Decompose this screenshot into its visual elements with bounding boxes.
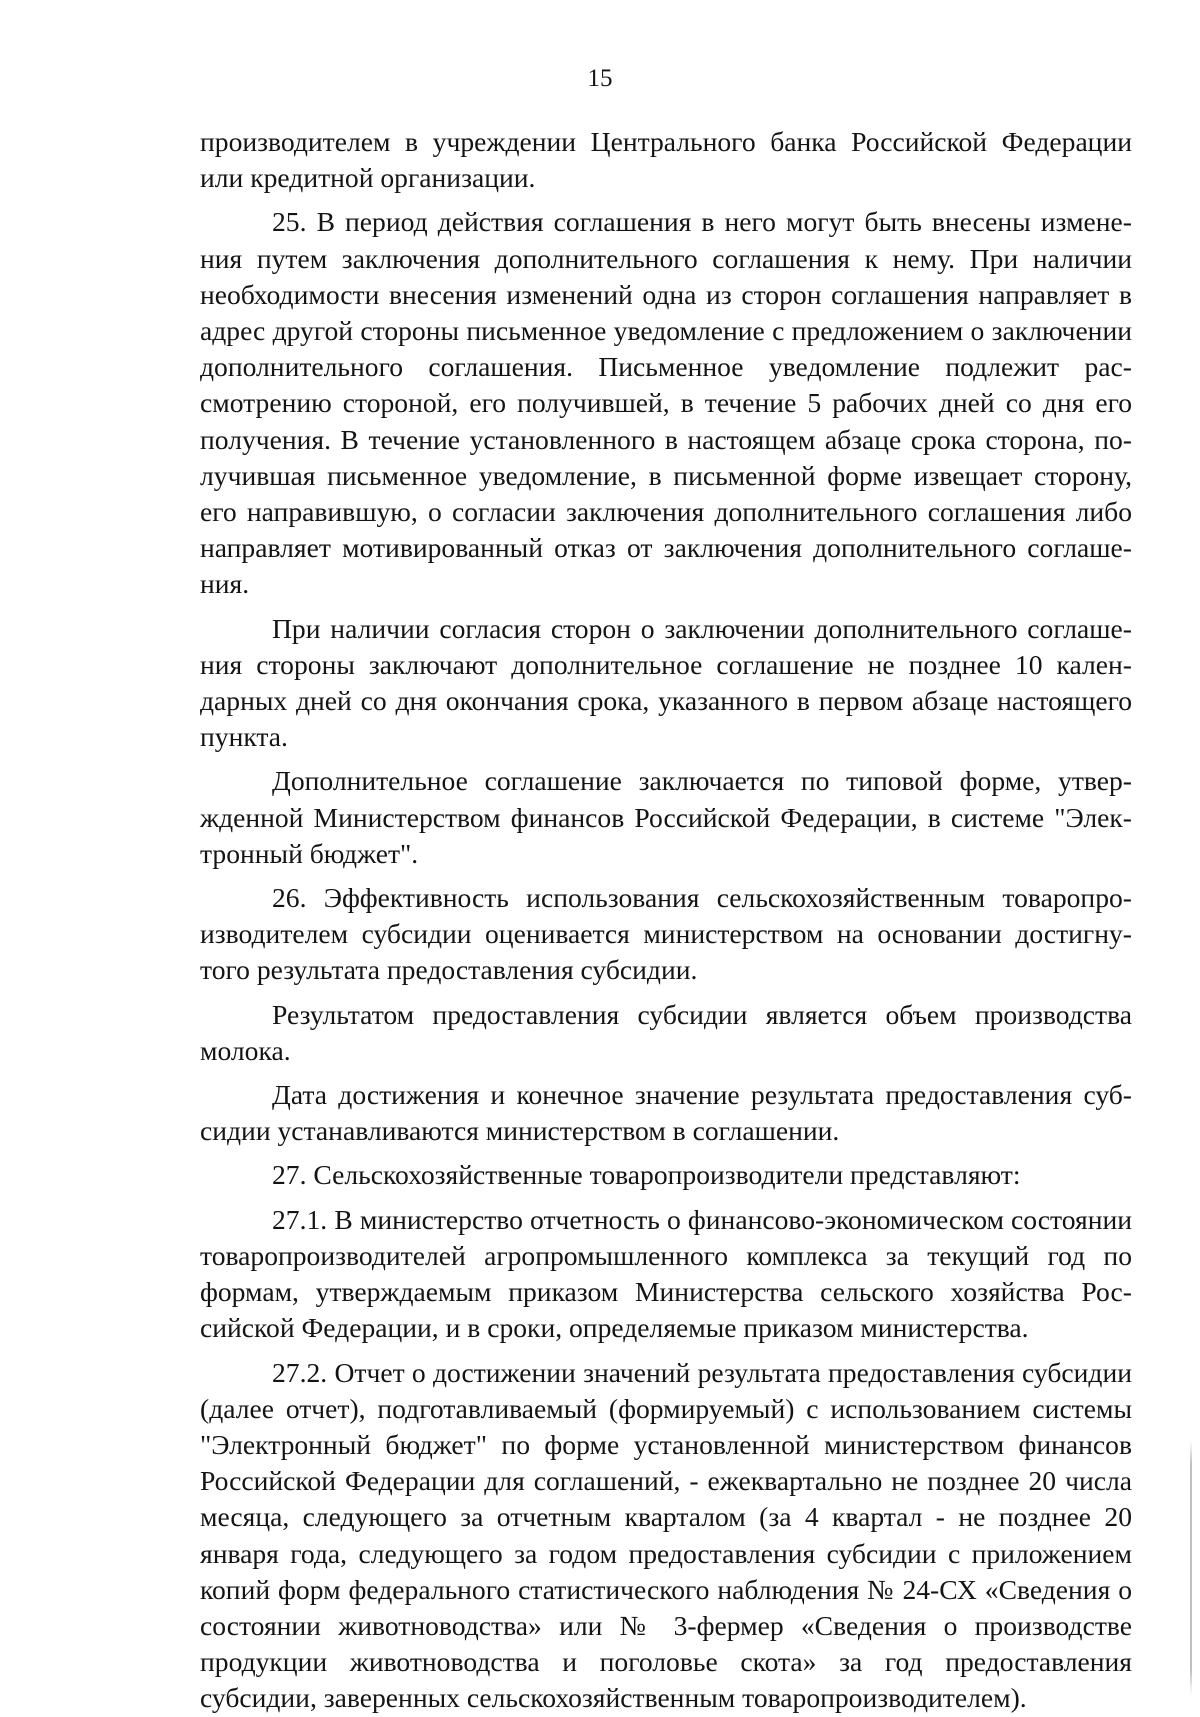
paragraph-27-2: 27.2. Отчет о достижении значений результата предоставления субсидии (далее отчет), подготавливаемый (формируемый) с использованием системы "Электронный бюджет" по форме установленной министерством финансов Российской Федерации для соглашений, - ежеквартально не позднее 20 числа месяца, следующего за отчетным кварталом (за 4 квартал - не позднее 20 января года, следующего за годом предоставления субсидии с приложением копий форм федерального статистического наблюдения № 24-СХ «Сведения о состоянии животноводства» или № 3-фермер «Сведения о производстве продукции животноводства и поголовье скота» за год предоставления субсидии, заверенных сельскохозяйственным товаропроизводителем). — [200, 1356, 1132, 1714]
paragraph-25: 25. В период действия соглашения в него могут быть внесены изменения путем заключения дополнительного соглашения к нему. При наличии необходимости внесения изменений одна из сторон соглашения направляет в адрес другой стороны письменное уведомление с предложением о заключении дополнительного соглашения. Письменное уведомление подлежит рассмотрению стороной, его получившей, в течение 5 рабочих дней со дня его получения. В течение установленного в настоящем абзаце срока сторона, получившая письменное уведомление, в письменной форме извещает сторону, его направившую, о согласии заключения дополнительного соглашения либо направляет мотивированный отказ от заключения дополнительного соглашения. — [200, 206, 1132, 600]
page-number: 15 — [587, 65, 613, 92]
paragraph-26-date: Дата достижения и конечное значение результата предоставления субсидии устанавливаются министерством в соглашении. — [200, 1079, 1132, 1147]
paragraph-27-1: 27.1. В министерство отчетность о финансово-экономическом состоянии товаропроизводителей агропромышленного комплекса за текущий год по формам, утверждаемым приказом Министерства сельского хозяйства Российской Федерации, и в сроки, определяемые приказом министерства. — [200, 1203, 1132, 1344]
document-body — [200, 124, 1132, 1717]
paragraph-25-standard-form: Дополнительное соглашение заключается по типовой форме, утвержденной Министерством финансов Российской Федерации, в системе "Электронный бюджет". — [200, 765, 1132, 869]
scan-edge-line — [1190, 1440, 1192, 1695]
paragraph-continuation: производителем в учреждении Центрального банка Российской Федерации или кредитной организации. — [200, 126, 1132, 194]
paragraph-25-agreement-consent: При наличии согласия сторон о заключении дополнительного соглашения стороны заключают дополнительное соглашение не позднее 10 календарных дней со дня окончания срока, указанного в первом абзаце настоящего пункта. — [200, 612, 1132, 753]
paragraph-26: 26. Эффективность использования сельскохозяйственным товаропроизводителем субсидии оценивается министерством на основании достигнутого результата предоставления субсидии. — [200, 882, 1132, 986]
paragraph-26-result: Результатом предоставления субсидии является объем производства молока. — [200, 998, 1132, 1066]
paragraph-27: 27. Сельскохозяйственные товаропроизводители представляют: — [272, 1159, 1021, 1191]
